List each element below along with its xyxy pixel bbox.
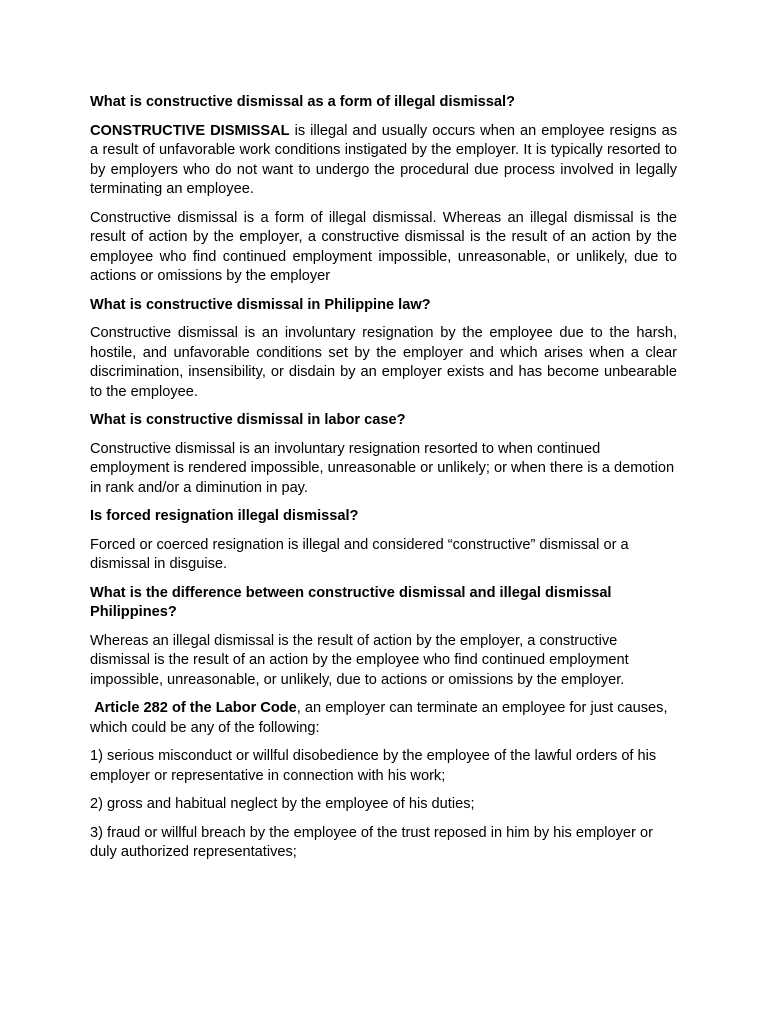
bold-term: CONSTRUCTIVE DISMISSAL <box>90 122 290 139</box>
bold-term: Article 282 of the Labor Code <box>94 700 297 716</box>
question-heading: What is constructive dismissal in labor case? <box>90 412 406 428</box>
paragraph: Constructive dismissal is an involuntary resignation resorted to when continued employment is rendered impossible, unreasonable or unlikely; or when there is a demotion in rank and/or a diminution in pay. <box>90 440 675 496</box>
list-item: 2) gross and habitual neglect by the employee of his duties; <box>90 796 475 812</box>
question-heading: What is constructive dismissal as a form of illegal dismissal? <box>90 94 515 110</box>
list-item: 3) fraud or willful breach by the employee of the trust reposed in him by his employer or duly authorized representatives; <box>90 824 653 860</box>
question-heading: What is the difference between constructive dismissal and illegal dismissal Philippines? <box>90 584 612 620</box>
paragraph <box>90 122 677 200</box>
question-heading: Is forced resignation illegal dismissal? <box>90 508 359 524</box>
paragraph: Constructive dismissal is a form of illegal dismissal. Whereas an illegal dismissal is the result of action by the employer, a constructive dismissal is the result of an action by the employee who find continued employment impossible, unreasonable, or unlikely, due to actions or omissions by the employer <box>90 209 677 284</box>
paragraph-text: , an employer can terminate an employee for just causes, which could be any of the following: <box>90 700 668 736</box>
paragraph: Forced or coerced resignation is illegal and considered “constructive” dismissal or a dismissal in disguise. <box>90 536 629 572</box>
paragraph: Whereas an illegal dismissal is the result of action by the employer, a constructive dismissal is the result of an action by the employee who find continued employment impossible, unreasonable, or unlikely, due to actions or omissions by the employer. <box>90 632 629 688</box>
question-heading: What is constructive dismissal in Philippine law? <box>90 296 431 313</box>
list-item: 1) serious misconduct or willful disobedience by the employee of the lawful orders of his employer or representative in connection with his work; <box>90 748 657 784</box>
paragraph <box>90 699 677 738</box>
paragraph-text: is illegal and usually occurs when an employee resigns as a result of unfavorable work conditions instigated by the employer. It is typically resorted to by employers who do not want to undergo the procedural due process involved in legally terminating an employee. <box>90 122 677 197</box>
paragraph: Constructive dismissal is an involuntary resignation by the employee due to the harsh, hostile, and unfavorable conditions set by the employer and which arises when a clear discrimination, insensibility, or disdain by an employer exists and has become unbearable to the employee. <box>90 325 677 400</box>
document-page <box>90 93 677 872</box>
